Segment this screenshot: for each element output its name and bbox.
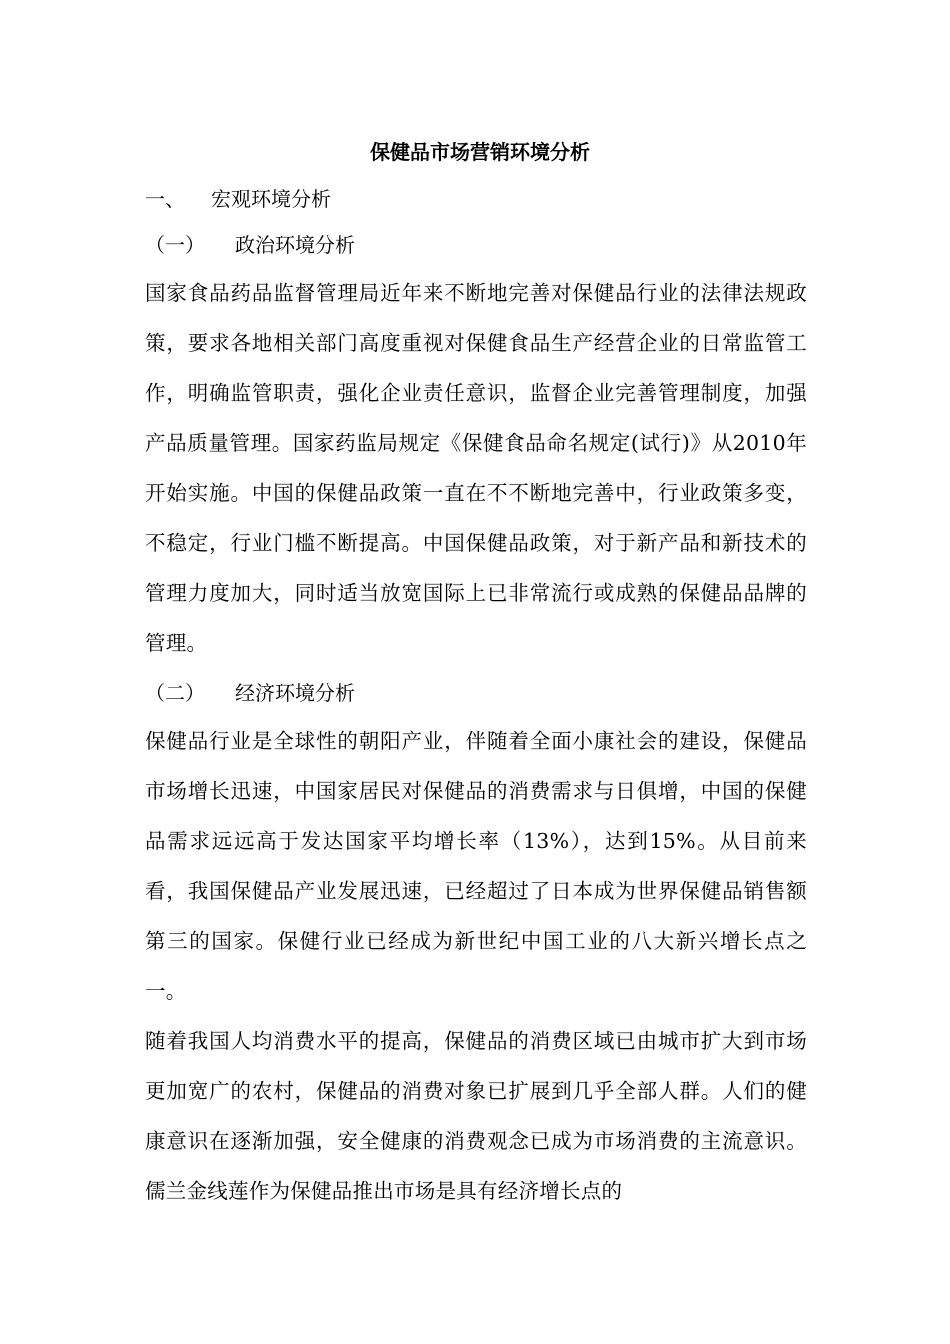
subsection-heading-political bbox=[145, 222, 807, 268]
paragraph-political-environment: 国家食品药品监督管理局近年来不断地完善对保健品行业的法律法规政策，要求各地相关部门高度重视对保健食品生产经营企业的日常监管工作，明确监管职责，强化企业责任意识，监督企业完善管理制度，加强产品质量管理。国家药监局规定《保健食品命名规定(试行)》从2010年开始实施。中国的保健品政策一直在不不断地完善中，行业政策多变，不稳定，行业门槛不断提高。中国保健品政策，对于新产品和新技术的管理力度加大，同时适当放宽国际上已非常流行或成熟的保健品品牌的管理。 bbox=[145, 281, 807, 655]
paragraph-economic-environment-2: 随着我国人均消费水平的提高，保健品的消费区域已由城市扩大到市场更加宽广的农村，保健品的消费对象已扩展到几乎全部人群。人们的健康意识在逐渐加强，安全健康的消费观念已成为市场消费的主流意识。儒兰金线莲作为保健品推出市场是具有经济增长点的 bbox=[145, 1029, 807, 1203]
section-number: 一、 bbox=[145, 187, 185, 211]
paragraph-economic-environment-1: 保健品行业是全球性的朝阳产业，伴随着全面小康社会的建设，保健品市场增长迅速，中国家居民对保健品的消费需求与日俱增，中国的保健品需求远远高于发达国家平均增长率（13%），达到15%。从目前来看，我国保健品产业发展迅速，已经超过了日本成为世界保健品销售额第三的国家。保健行业已经成为新世纪中国工业的八大新兴增长点之一。 bbox=[145, 729, 807, 1003]
subsection-heading-economic bbox=[145, 670, 807, 716]
document-title: 保健品市场营销环境分析 bbox=[370, 140, 590, 164]
subsection-heading-text: 经济环境分析 bbox=[235, 681, 355, 705]
subsection-heading-text: 政治环境分析 bbox=[235, 233, 355, 257]
document-body bbox=[145, 128, 807, 1216]
section-heading-text: 宏观环境分析 bbox=[211, 187, 331, 211]
section-heading-macro-environment bbox=[145, 176, 807, 222]
subsection-number: （二） bbox=[145, 681, 205, 705]
subsection-number: （一） bbox=[145, 233, 205, 257]
